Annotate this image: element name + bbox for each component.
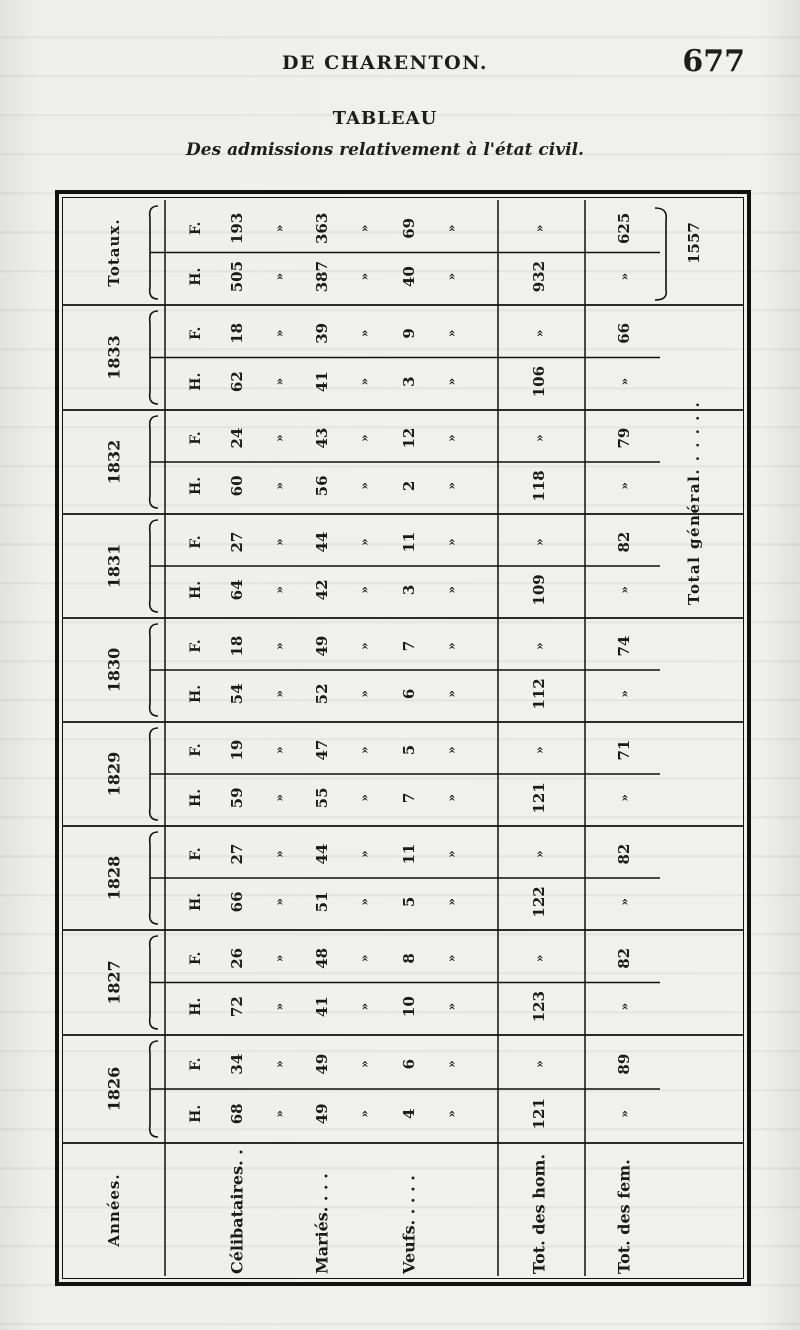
- men-value: 387: [313, 260, 331, 293]
- ditto-mark: »: [357, 224, 372, 233]
- ditto-mark: »: [444, 794, 459, 802]
- men-value: 40: [400, 266, 418, 288]
- women-value: 19: [228, 739, 246, 761]
- ditto-mark: »: [272, 586, 287, 594]
- men-value: 4: [400, 1108, 418, 1120]
- ditto-mark: »: [444, 329, 459, 338]
- women-label: F.: [188, 326, 204, 341]
- ditto-mark: »: [357, 434, 372, 442]
- women-label: F.: [188, 535, 204, 549]
- women-value: 6: [400, 1058, 418, 1070]
- women-label: F.: [188, 743, 204, 757]
- ditto-mark: »: [444, 224, 459, 233]
- ditto-mark: »: [532, 329, 547, 338]
- ditto-mark: »: [272, 1002, 287, 1011]
- women-label: F.: [188, 431, 204, 445]
- men-value: 2: [400, 480, 418, 492]
- ditto-mark: »: [532, 1060, 547, 1068]
- ditto-mark: »: [272, 746, 287, 754]
- men-value: 59: [228, 787, 246, 809]
- ditto-mark: »: [444, 1002, 459, 1011]
- ditto-mark: »: [272, 224, 287, 233]
- ditto-mark: »: [444, 1060, 459, 1068]
- women-label: F.: [188, 221, 204, 236]
- women-total-value: 625: [615, 212, 633, 245]
- ditto-mark: »: [272, 538, 287, 546]
- ditto-mark: »: [272, 329, 287, 338]
- row-label: Tot. des hom.: [529, 1153, 549, 1274]
- men-value: 7: [400, 792, 418, 804]
- women-total-value: 82: [615, 947, 633, 969]
- men-total-value: 123: [530, 990, 548, 1023]
- ditto-mark: »: [272, 954, 287, 963]
- women-value: 43: [313, 427, 331, 449]
- women-value: 5: [400, 744, 418, 756]
- men-value: 3: [400, 376, 418, 387]
- women-value: 39: [313, 322, 331, 344]
- row-label: Tot. des fem.: [614, 1159, 634, 1274]
- women-total-value: 82: [615, 531, 633, 553]
- ditto-mark: »: [357, 746, 372, 754]
- women-value: 27: [228, 531, 246, 553]
- men-value: 5: [400, 896, 418, 908]
- ditto-mark: »: [444, 690, 459, 698]
- men-value: 52: [313, 683, 331, 705]
- ditto-mark: »: [272, 898, 287, 906]
- year-header: 1832: [104, 439, 124, 485]
- ditto-mark: »: [272, 794, 287, 802]
- ditto-mark: »: [357, 642, 372, 650]
- year-header: 1833: [104, 335, 124, 380]
- ditto-mark: »: [272, 434, 287, 442]
- ditto-mark: »: [444, 434, 459, 442]
- men-label: H.: [188, 1104, 204, 1123]
- ditto-mark: »: [617, 272, 632, 281]
- men-value: 6: [400, 688, 418, 700]
- ditto-mark: »: [272, 377, 287, 386]
- ditto-mark: »: [357, 377, 372, 386]
- ditto-mark: »: [272, 272, 287, 281]
- women-value: 49: [313, 1053, 331, 1075]
- ditto-mark: »: [357, 1110, 372, 1118]
- men-value: 42: [313, 579, 331, 601]
- ditto-mark: »: [272, 850, 287, 858]
- women-total-value: 71: [615, 739, 633, 761]
- men-value: 10: [400, 996, 418, 1018]
- men-total-value: 118: [530, 470, 548, 502]
- ditto-mark: »: [617, 377, 632, 386]
- ditto-mark: »: [444, 586, 459, 594]
- men-total-value: 121: [530, 782, 548, 814]
- ditto-mark: »: [444, 642, 459, 650]
- ditto-mark: »: [444, 1110, 459, 1118]
- ditto-mark: »: [357, 850, 372, 858]
- ditto-mark: »: [272, 642, 287, 650]
- grand-total-label: Total général. . . . . .: [685, 400, 703, 605]
- table-title: TABLEAU: [332, 108, 438, 129]
- ditto-mark: »: [444, 272, 459, 281]
- year-header: 1826: [104, 1066, 124, 1112]
- ditto-mark: »: [617, 482, 632, 490]
- women-value: 24: [228, 427, 246, 449]
- totals-bracket: [655, 208, 666, 300]
- ditto-mark: »: [357, 586, 372, 594]
- ditto-mark: »: [272, 1110, 287, 1118]
- men-label: H.: [188, 684, 204, 703]
- ditto-mark: »: [617, 898, 632, 906]
- men-value: 49: [313, 1103, 331, 1125]
- ditto-mark: »: [617, 1002, 632, 1011]
- women-value: 18: [228, 635, 246, 657]
- women-value: 27: [228, 843, 246, 865]
- ditto-mark: »: [444, 954, 459, 963]
- women-value: 363: [313, 212, 331, 245]
- grand-total-value: 1557: [685, 222, 703, 264]
- women-total-value: 79: [615, 427, 633, 449]
- women-value: 7: [400, 640, 418, 652]
- year-header: 1827: [104, 960, 124, 1005]
- women-value: 48: [313, 947, 331, 969]
- men-total-value: 932: [530, 260, 548, 293]
- women-value: 49: [313, 635, 331, 657]
- ditto-mark: »: [357, 690, 372, 698]
- men-value: 55: [313, 787, 331, 809]
- ditto-mark: »: [357, 329, 372, 338]
- men-label: H.: [188, 892, 204, 911]
- year-header: 1830: [104, 647, 124, 693]
- women-total-value: 74: [615, 635, 633, 657]
- women-value: 11: [400, 843, 418, 865]
- women-value: 9: [400, 328, 418, 339]
- women-value: 69: [400, 217, 418, 239]
- men-total-value: 122: [530, 886, 548, 918]
- ditto-mark: »: [532, 850, 547, 858]
- women-value: 47: [313, 739, 331, 761]
- ditto-mark: »: [357, 954, 372, 963]
- ditto-mark: »: [617, 1110, 632, 1118]
- women-value: 44: [313, 843, 331, 865]
- men-value: 68: [228, 1103, 246, 1125]
- row-label: Veufs. . . . .: [399, 1175, 419, 1274]
- table-subtitle: Des admissions relativement à l'état civil.: [186, 140, 584, 160]
- women-label: F.: [188, 847, 204, 861]
- men-value: 72: [228, 996, 246, 1018]
- ditto-mark: »: [357, 538, 372, 546]
- men-value: 66: [228, 891, 246, 913]
- men-value: 60: [228, 475, 246, 497]
- ditto-mark: »: [444, 482, 459, 490]
- ditto-mark: »: [444, 746, 459, 754]
- ditto-mark: »: [272, 690, 287, 698]
- corner-label: Années.: [105, 1173, 123, 1247]
- women-value: 8: [400, 953, 418, 964]
- men-label: H.: [188, 580, 204, 599]
- page-number: 677: [682, 44, 745, 79]
- men-value: 3: [400, 584, 418, 596]
- men-total-value: 121: [530, 1098, 548, 1130]
- women-value: 193: [228, 212, 246, 245]
- row-label: Mariés. . . .: [312, 1173, 332, 1274]
- men-value: 54: [228, 683, 246, 705]
- women-value: 26: [228, 947, 246, 969]
- year-header: 1828: [104, 855, 124, 901]
- women-label: F.: [188, 1057, 204, 1071]
- ditto-mark: »: [444, 898, 459, 906]
- men-total-value: 106: [530, 365, 548, 398]
- women-total-value: 89: [615, 1053, 633, 1075]
- ditto-mark: »: [357, 794, 372, 802]
- row-label: Célibataires. .: [227, 1149, 247, 1274]
- ditto-mark: »: [617, 794, 632, 802]
- year-header: Totaux.: [105, 218, 123, 287]
- women-value: 12: [400, 427, 418, 449]
- women-value: 18: [228, 322, 246, 344]
- men-value: 41: [313, 996, 331, 1018]
- ditto-mark: »: [357, 1002, 372, 1011]
- ditto-mark: »: [532, 434, 547, 442]
- ditto-mark: »: [444, 850, 459, 858]
- ditto-mark: »: [272, 1060, 287, 1068]
- men-value: 56: [313, 475, 331, 497]
- ditto-mark: »: [532, 538, 547, 546]
- ditto-mark: »: [272, 482, 287, 490]
- men-label: H.: [188, 788, 204, 807]
- ditto-mark: »: [532, 642, 547, 650]
- women-label: F.: [188, 639, 204, 653]
- women-label: F.: [188, 951, 204, 966]
- women-value: 11: [400, 531, 418, 553]
- women-value: 34: [228, 1053, 246, 1075]
- ditto-mark: »: [357, 898, 372, 906]
- men-value: 505: [228, 260, 246, 293]
- women-value: 44: [313, 531, 331, 553]
- men-value: 62: [228, 371, 246, 393]
- ditto-mark: »: [357, 272, 372, 281]
- men-label: H.: [188, 476, 204, 495]
- men-total-value: 109: [530, 574, 548, 606]
- ditto-mark: »: [532, 954, 547, 963]
- ditto-mark: »: [444, 377, 459, 386]
- women-total-value: 82: [615, 843, 633, 865]
- year-header: 1829: [104, 751, 124, 797]
- ditto-mark: »: [617, 586, 632, 594]
- men-label: H.: [188, 372, 204, 391]
- ditto-mark: »: [532, 746, 547, 754]
- ditto-mark: »: [357, 1060, 372, 1068]
- men-value: 64: [228, 579, 246, 601]
- women-total-value: 66: [615, 322, 633, 344]
- ditto-mark: »: [532, 224, 547, 233]
- men-label: H.: [188, 997, 204, 1016]
- ditto-mark: »: [444, 538, 459, 546]
- men-total-value: 112: [530, 678, 548, 710]
- ditto-mark: »: [617, 690, 632, 698]
- men-value: 41: [313, 371, 331, 393]
- men-label: H.: [188, 267, 204, 286]
- ditto-mark: »: [357, 482, 372, 490]
- year-header: 1831: [104, 543, 124, 589]
- running-title: DE CHARENTON.: [282, 52, 488, 74]
- men-value: 51: [313, 891, 331, 913]
